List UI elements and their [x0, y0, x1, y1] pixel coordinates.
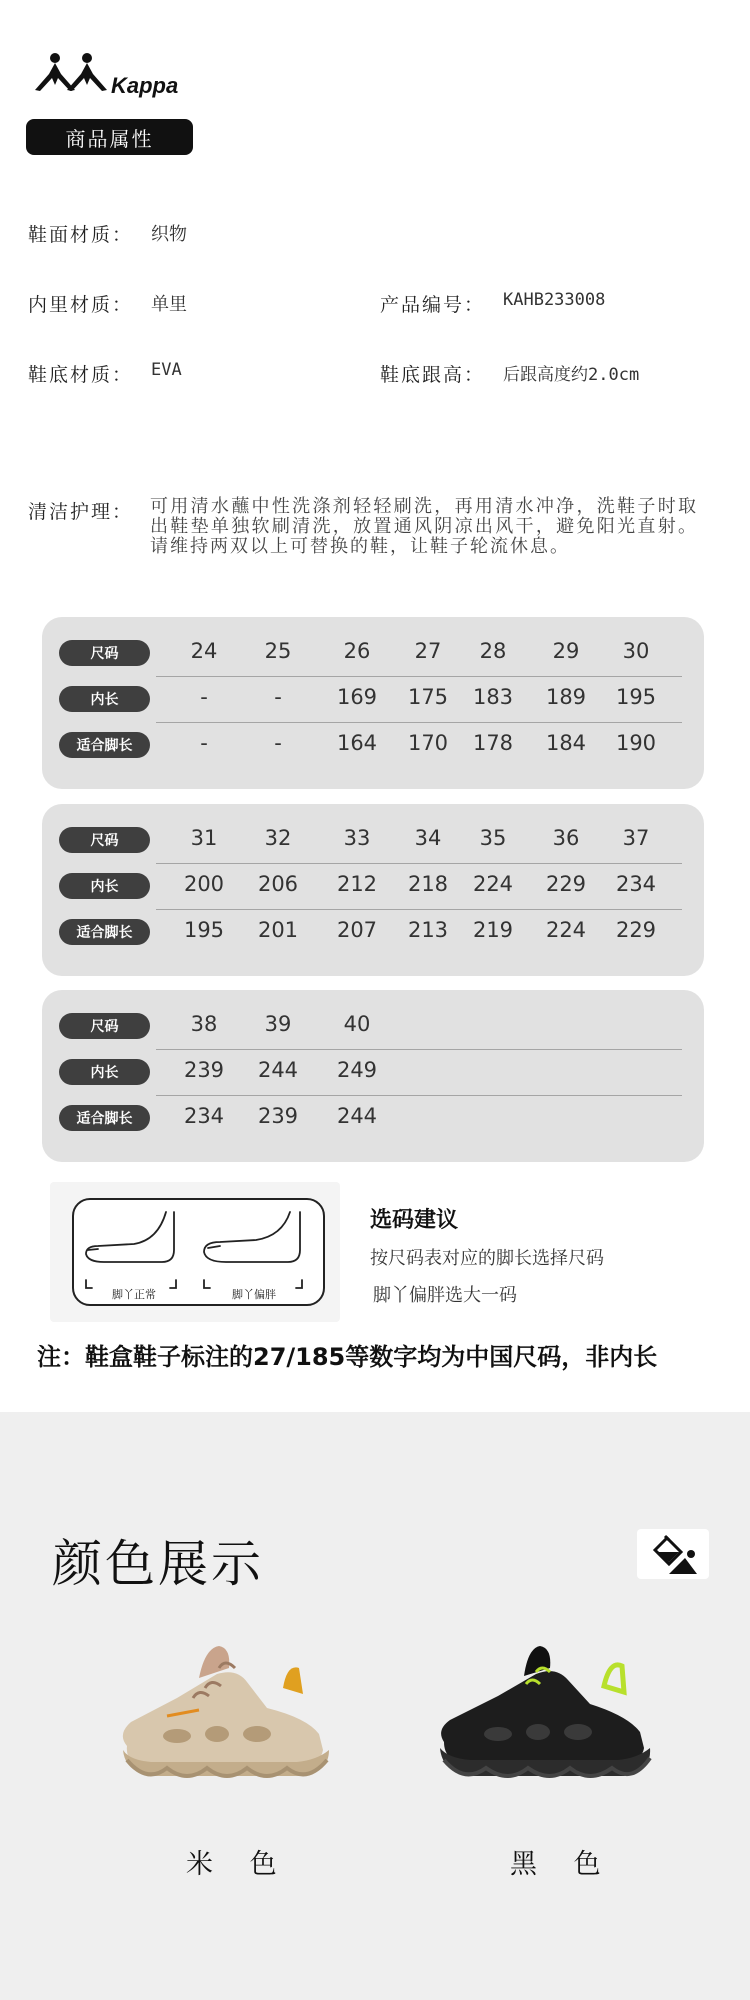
size-cell: 229 [615, 918, 657, 942]
attr-product-code [380, 290, 606, 317]
size-cell: 239 [257, 1104, 299, 1128]
size-row-label: 适合脚长 [59, 1105, 150, 1131]
size-row-inner [42, 1048, 704, 1094]
size-cell: 195 [183, 918, 225, 942]
attr-sole-value: EVA [151, 360, 182, 380]
size-cell: 29 [552, 639, 580, 663]
attr-lining [28, 290, 187, 317]
size-cell: 195 [615, 685, 657, 709]
size-cell: 183 [472, 685, 514, 709]
size-cell: 164 [336, 731, 378, 755]
size-cell: 213 [407, 918, 449, 942]
size-cell: - [200, 731, 208, 755]
size-cell: 33 [343, 826, 371, 850]
attr-heel-label: 鞋底跟高： [380, 364, 486, 386]
size-cell: 201 [257, 918, 299, 942]
size-cell: 224 [472, 872, 514, 896]
size-row-foot [42, 721, 704, 767]
size-cell: 37 [622, 826, 650, 850]
size-row-label: 尺码 [59, 827, 150, 853]
size-row-size [42, 816, 704, 862]
size-row-foot [42, 1094, 704, 1140]
size-cell: 244 [336, 1104, 378, 1128]
size-cell: 24 [190, 639, 218, 663]
shoe-beige-image [107, 1638, 337, 1788]
section-title-badge: 商品属性 [26, 119, 193, 155]
size-card [42, 990, 704, 1162]
size-cell: 184 [545, 731, 587, 755]
size-cell: - [274, 731, 282, 755]
foot-illustration-frame [72, 1198, 325, 1306]
svg-text:Kappa: Kappa [111, 73, 179, 98]
size-row-label: 适合脚长 [59, 732, 150, 758]
size-row-size [42, 1002, 704, 1048]
size-cell: 27 [414, 639, 442, 663]
size-cell: 218 [407, 872, 449, 896]
color-name-beige: 米 色 [186, 1849, 291, 1880]
size-cell: 36 [552, 826, 580, 850]
color-showcase [0, 1412, 750, 2000]
size-row-size [42, 629, 704, 675]
size-cell: 239 [183, 1058, 225, 1082]
size-cell: 229 [545, 872, 587, 896]
size-cell: 190 [615, 731, 657, 755]
size-cell: 38 [190, 1012, 218, 1036]
size-cell: 26 [343, 639, 371, 663]
size-cell: 170 [407, 731, 449, 755]
size-row-label: 适合脚长 [59, 919, 150, 945]
size-cell: 31 [190, 826, 218, 850]
size-row-inner [42, 862, 704, 908]
fit-tip-line-2: 脚丫偏胖选大一码 [373, 1285, 517, 1306]
foot-normal-label: 脚丫正常 [112, 1288, 156, 1301]
care-text: 可用清水蘸中性洗涤剂轻轻刷洗，再用清水冲净，洗鞋子时取出鞋垫单独软刷清洗，放置通风阴凉出风干，避免阳光直射。请维持两双以上可替换的鞋，让鞋子轮流休息。 [150, 496, 698, 557]
foot-illustration [50, 1182, 340, 1322]
size-cell: 178 [472, 731, 514, 755]
size-cell: 175 [407, 685, 449, 709]
shoe-black-image [428, 1638, 658, 1788]
size-cell: 35 [479, 826, 507, 850]
size-cell: 219 [472, 918, 514, 942]
size-row-label: 内长 [59, 686, 150, 712]
fit-tip-line-1: 按尺码表对应的脚长选择尺码 [370, 1248, 604, 1269]
size-row-label: 内长 [59, 873, 150, 899]
attr-upper-value: 织物 [151, 224, 187, 245]
attr-lining-value: 单里 [151, 294, 187, 315]
size-card [42, 804, 704, 976]
size-row-inner [42, 675, 704, 721]
size-cell: 32 [264, 826, 292, 850]
size-cell: 234 [615, 872, 657, 896]
size-cell: 207 [336, 918, 378, 942]
size-cell: 28 [479, 639, 507, 663]
size-cell: 34 [414, 826, 442, 850]
size-card [42, 617, 704, 789]
size-cell: 189 [545, 685, 587, 709]
foot-wide-label: 脚丫偏胖 [232, 1288, 276, 1301]
attr-sole-label: 鞋底材质： [28, 364, 134, 386]
size-row-label: 尺码 [59, 1013, 150, 1039]
attr-upper-label: 鞋面材质： [28, 224, 134, 246]
size-cell: 244 [257, 1058, 299, 1082]
attr-heel [380, 360, 640, 387]
size-cell: - [200, 685, 208, 709]
attr-heel-value: 后跟高度约2.0cm [503, 365, 640, 385]
attr-sole [28, 360, 182, 387]
size-cell: 249 [336, 1058, 378, 1082]
kappa-logo [25, 50, 205, 98]
care-label: 清洁护理： [28, 501, 134, 523]
size-cell: 39 [264, 1012, 292, 1036]
size-cell: 224 [545, 918, 587, 942]
size-cell: 212 [336, 872, 378, 896]
paint-bucket-icon[interactable] [637, 1529, 709, 1579]
attr-product-code-value: KAHB233008 [503, 290, 606, 310]
size-cell: 169 [336, 685, 378, 709]
size-cell: 206 [257, 872, 299, 896]
attr-product-code-label: 产品编号： [380, 294, 486, 316]
size-row-label: 内长 [59, 1059, 150, 1085]
fit-tip-title: 选码建议 [370, 1208, 459, 1233]
size-note: 注：鞋盒鞋子标注的27/185等数字均为中国尺码，非内长 [37, 1343, 658, 1371]
attr-lining-label: 内里材质： [28, 294, 134, 316]
size-cell: 40 [343, 1012, 371, 1036]
attr-upper [28, 220, 187, 247]
size-cell: - [274, 685, 282, 709]
color-name-black: 黑 色 [510, 1849, 615, 1880]
color-showcase-title: 颜色展示 [52, 1535, 264, 1593]
size-cell: 234 [183, 1104, 225, 1128]
size-row-label: 尺码 [59, 640, 150, 666]
size-cell: 200 [183, 872, 225, 896]
size-row-foot [42, 908, 704, 954]
size-cell: 30 [622, 639, 650, 663]
size-cell: 25 [264, 639, 292, 663]
